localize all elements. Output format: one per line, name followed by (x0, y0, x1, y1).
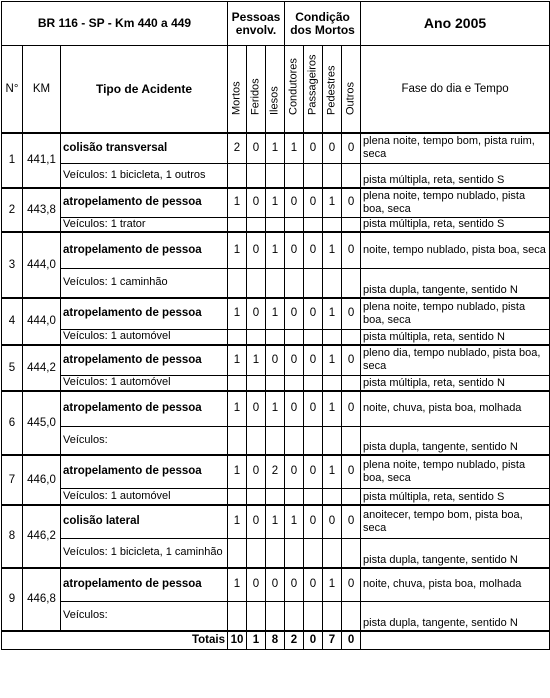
group-pessoas: Pessoas envolv. (228, 2, 285, 46)
empty-cell (247, 217, 266, 232)
row-veiculos: Veículos: 1 automóvel (61, 488, 228, 505)
empty-cell (285, 329, 304, 345)
empty-cell (323, 538, 342, 568)
row-veiculos: Veículos: 1 automóvel (61, 329, 228, 345)
row-pista: pista múltipla, reta, sentido N (361, 375, 550, 391)
row-mortos: 1 (228, 391, 247, 426)
empty-cell (323, 488, 342, 505)
col-km: KM (23, 46, 61, 134)
row-pedestres: 1 (323, 232, 342, 268)
empty-cell (285, 488, 304, 505)
row-km: 446,8 (23, 568, 61, 631)
row-tipo: atropelamento de pessoa (61, 391, 228, 426)
col-n: N° (2, 46, 23, 134)
row-km: 443,8 (23, 188, 61, 232)
empty-cell (323, 329, 342, 345)
accident-row-detail (2, 488, 550, 505)
row-pista: pista múltipla, reta, sentido S (361, 488, 550, 505)
empty-cell (304, 329, 323, 345)
totals-row (2, 631, 550, 649)
col-tipo: Tipo de Acidente (61, 46, 228, 134)
road-title: BR 116 - SP - Km 440 a 449 (2, 2, 228, 46)
year-title: Ano 2005 (361, 2, 550, 46)
empty-cell (228, 601, 247, 631)
row-pedestres: 1 (323, 391, 342, 426)
empty-cell (266, 163, 285, 188)
row-outros: 0 (342, 345, 361, 375)
empty-cell (304, 268, 323, 298)
row-tipo: atropelamento de pessoa (61, 298, 228, 329)
empty-cell (266, 426, 285, 455)
accident-row-detail (2, 375, 550, 391)
empty-cell (228, 538, 247, 568)
row-ilesos: 1 (266, 232, 285, 268)
row-km: 445,0 (23, 391, 61, 455)
empty-cell (342, 329, 361, 345)
row-pista: pista dupla, tangente, sentido N (361, 538, 550, 568)
row-ilesos: 1 (266, 298, 285, 329)
total-mortos: 10 (228, 631, 247, 649)
row-veiculos: Veículos: 1 bicicleta, 1 outros (61, 163, 228, 188)
empty-cell (323, 163, 342, 188)
row-outros: 0 (342, 232, 361, 268)
row-tipo: atropelamento de pessoa (61, 568, 228, 601)
row-number: 5 (2, 345, 23, 391)
total-ilesos: 8 (266, 631, 285, 649)
accident-row (2, 133, 550, 163)
row-veiculos: Veículos: (61, 601, 228, 631)
empty-cell (342, 488, 361, 505)
accident-row (2, 345, 550, 375)
row-mortos: 1 (228, 345, 247, 375)
row-ilesos: 1 (266, 505, 285, 538)
empty-cell (323, 426, 342, 455)
row-condutores: 0 (285, 298, 304, 329)
row-outros: 0 (342, 391, 361, 426)
empty-cell (247, 601, 266, 631)
total-outros: 0 (342, 631, 361, 649)
row-outros: 0 (342, 505, 361, 538)
empty-cell (361, 631, 550, 649)
row-feridos: 0 (247, 391, 266, 426)
col-outros: Outros (342, 46, 361, 134)
empty-cell (266, 217, 285, 232)
row-feridos: 0 (247, 133, 266, 163)
empty-cell (323, 217, 342, 232)
row-pista: pista múltipla, reta, sentido S (361, 163, 550, 188)
row-fase: noite, chuva, pista boa, molhada (361, 568, 550, 601)
accident-row-detail (2, 426, 550, 455)
row-condutores: 0 (285, 188, 304, 217)
row-km: 446,0 (23, 455, 61, 505)
row-condutores: 0 (285, 232, 304, 268)
empty-cell (342, 538, 361, 568)
empty-cell (228, 217, 247, 232)
row-condutores: 0 (285, 455, 304, 488)
row-km: 441,1 (23, 133, 61, 188)
accident-row-detail (2, 538, 550, 568)
empty-cell (247, 268, 266, 298)
accident-row (2, 455, 550, 488)
row-number: 3 (2, 232, 23, 298)
empty-cell (342, 601, 361, 631)
total-condutores: 2 (285, 631, 304, 649)
row-pedestres: 0 (323, 505, 342, 538)
empty-cell (266, 329, 285, 345)
empty-cell (228, 163, 247, 188)
row-passageiros: 0 (304, 505, 323, 538)
row-mortos: 1 (228, 232, 247, 268)
row-feridos: 0 (247, 568, 266, 601)
row-mortos: 1 (228, 188, 247, 217)
empty-cell (266, 268, 285, 298)
row-tipo: colisão transversal (61, 133, 228, 163)
row-number: 4 (2, 298, 23, 345)
row-pedestres: 1 (323, 568, 342, 601)
empty-cell (228, 268, 247, 298)
empty-cell (304, 601, 323, 631)
accident-row-detail (2, 268, 550, 298)
row-condutores: 0 (285, 568, 304, 601)
empty-cell (342, 268, 361, 298)
row-condutores: 0 (285, 345, 304, 375)
row-pista: pista múltipla, reta, sentido N (361, 329, 550, 345)
empty-cell (247, 329, 266, 345)
row-pedestres: 1 (323, 298, 342, 329)
accident-row-detail (2, 601, 550, 631)
empty-cell (228, 375, 247, 391)
accident-row-detail (2, 163, 550, 188)
row-mortos: 1 (228, 505, 247, 538)
empty-cell (342, 375, 361, 391)
empty-cell (228, 426, 247, 455)
row-outros: 0 (342, 188, 361, 217)
empty-cell (304, 163, 323, 188)
row-veiculos: Veículos: 1 caminhão (61, 268, 228, 298)
row-passageiros: 0 (304, 298, 323, 329)
row-tipo: atropelamento de pessoa (61, 232, 228, 268)
col-mortos: Mortos (228, 46, 247, 134)
row-feridos: 0 (247, 505, 266, 538)
row-ilesos: 1 (266, 391, 285, 426)
row-km: 444,2 (23, 345, 61, 391)
col-pedestres: Pedestres (323, 46, 342, 134)
empty-cell (247, 163, 266, 188)
row-feridos: 0 (247, 455, 266, 488)
empty-cell (266, 488, 285, 505)
row-feridos: 0 (247, 188, 266, 217)
row-number: 9 (2, 568, 23, 631)
row-tipo: atropelamento de pessoa (61, 188, 228, 217)
row-feridos: 1 (247, 345, 266, 375)
empty-cell (247, 426, 266, 455)
empty-cell (323, 375, 342, 391)
empty-cell (342, 426, 361, 455)
col-ilesos: Ilesos (266, 46, 285, 134)
row-condutores: 0 (285, 391, 304, 426)
row-outros: 0 (342, 568, 361, 601)
accident-row (2, 568, 550, 601)
empty-cell (285, 217, 304, 232)
empty-cell (304, 375, 323, 391)
row-km: 444,0 (23, 298, 61, 345)
empty-cell (228, 488, 247, 505)
row-fase: noite, chuva, pista boa, molhada (361, 391, 550, 426)
row-fase: noite, tempo nublado, pista boa, seca (361, 232, 550, 268)
row-ilesos: 2 (266, 455, 285, 488)
total-pedestres: 7 (323, 631, 342, 649)
empty-cell (266, 538, 285, 568)
row-feridos: 0 (247, 298, 266, 329)
empty-cell (285, 601, 304, 631)
row-fase: plena noite, tempo nublado, pista boa, seca (361, 298, 550, 329)
empty-cell (266, 601, 285, 631)
empty-cell (323, 601, 342, 631)
total-passageiros: 0 (304, 631, 323, 649)
row-km: 444,0 (23, 232, 61, 298)
row-mortos: 1 (228, 455, 247, 488)
row-passageiros: 0 (304, 391, 323, 426)
row-ilesos: 0 (266, 345, 285, 375)
row-condutores: 1 (285, 133, 304, 163)
row-pista: pista dupla, tangente, sentido N (361, 601, 550, 631)
row-mortos: 1 (228, 568, 247, 601)
row-outros: 0 (342, 133, 361, 163)
row-veiculos: Veículos: 1 automóvel (61, 375, 228, 391)
row-veiculos: Veículos: 1 trator (61, 217, 228, 232)
row-pedestres: 1 (323, 455, 342, 488)
row-number: 1 (2, 133, 23, 188)
accident-table (1, 1, 550, 650)
row-ilesos: 1 (266, 188, 285, 217)
accident-row (2, 505, 550, 538)
row-pedestres: 1 (323, 188, 342, 217)
row-pista: pista múltipla, reta, sentido S (361, 217, 550, 232)
empty-cell (323, 268, 342, 298)
col-feridos: Feridos (247, 46, 266, 134)
col-passageiros: Passageiros (304, 46, 323, 134)
empty-cell (285, 375, 304, 391)
empty-cell (228, 329, 247, 345)
totals-label: Totais (2, 631, 228, 649)
row-passageiros: 0 (304, 568, 323, 601)
total-feridos: 1 (247, 631, 266, 649)
row-km: 446,2 (23, 505, 61, 568)
accident-row (2, 232, 550, 268)
row-fase: plena noite, tempo nublado, pista boa, seca (361, 188, 550, 217)
empty-cell (285, 268, 304, 298)
empty-cell (266, 375, 285, 391)
row-pista: pista dupla, tangente, sentido N (361, 426, 550, 455)
empty-cell (285, 163, 304, 188)
empty-cell (304, 488, 323, 505)
accident-row (2, 298, 550, 329)
row-pedestres: 0 (323, 133, 342, 163)
accident-row-detail (2, 217, 550, 232)
group-condicao: Condição dos Mortos (285, 2, 361, 46)
empty-cell (285, 538, 304, 568)
row-number: 8 (2, 505, 23, 568)
row-pista: pista dupla, tangente, sentido N (361, 268, 550, 298)
empty-cell (342, 163, 361, 188)
row-fase: pleno dia, tempo nublado, pista boa, seca (361, 345, 550, 375)
accident-row (2, 188, 550, 217)
row-fase: plena noite, tempo nublado, pista boa, seca (361, 455, 550, 488)
row-ilesos: 0 (266, 568, 285, 601)
row-veiculos: Veículos: 1 bicicleta, 1 caminhão (61, 538, 228, 568)
row-passageiros: 0 (304, 133, 323, 163)
row-passageiros: 0 (304, 188, 323, 217)
row-tipo: atropelamento de pessoa (61, 345, 228, 375)
row-number: 2 (2, 188, 23, 232)
empty-cell (247, 375, 266, 391)
empty-cell (285, 426, 304, 455)
empty-cell (342, 217, 361, 232)
row-outros: 0 (342, 298, 361, 329)
row-fase: plena noite, tempo bom, pista ruim, seca (361, 133, 550, 163)
col-fase: Fase do dia e Tempo (361, 46, 550, 134)
row-mortos: 2 (228, 133, 247, 163)
row-number: 6 (2, 391, 23, 455)
col-condutores: Condutores (285, 46, 304, 134)
row-tipo: atropelamento de pessoa (61, 455, 228, 488)
row-passageiros: 0 (304, 345, 323, 375)
row-tipo: colisão lateral (61, 505, 228, 538)
row-pedestres: 1 (323, 345, 342, 375)
row-condutores: 1 (285, 505, 304, 538)
row-passageiros: 0 (304, 455, 323, 488)
accident-row-detail (2, 329, 550, 345)
empty-cell (247, 538, 266, 568)
row-fase: anoitecer, tempo bom, pista boa, seca (361, 505, 550, 538)
row-veiculos: Veículos: (61, 426, 228, 455)
row-feridos: 0 (247, 232, 266, 268)
row-mortos: 1 (228, 298, 247, 329)
empty-cell (247, 488, 266, 505)
empty-cell (304, 426, 323, 455)
empty-cell (304, 538, 323, 568)
row-outros: 0 (342, 455, 361, 488)
accident-row (2, 391, 550, 426)
empty-cell (304, 217, 323, 232)
row-passageiros: 0 (304, 232, 323, 268)
row-ilesos: 1 (266, 133, 285, 163)
row-number: 7 (2, 455, 23, 505)
